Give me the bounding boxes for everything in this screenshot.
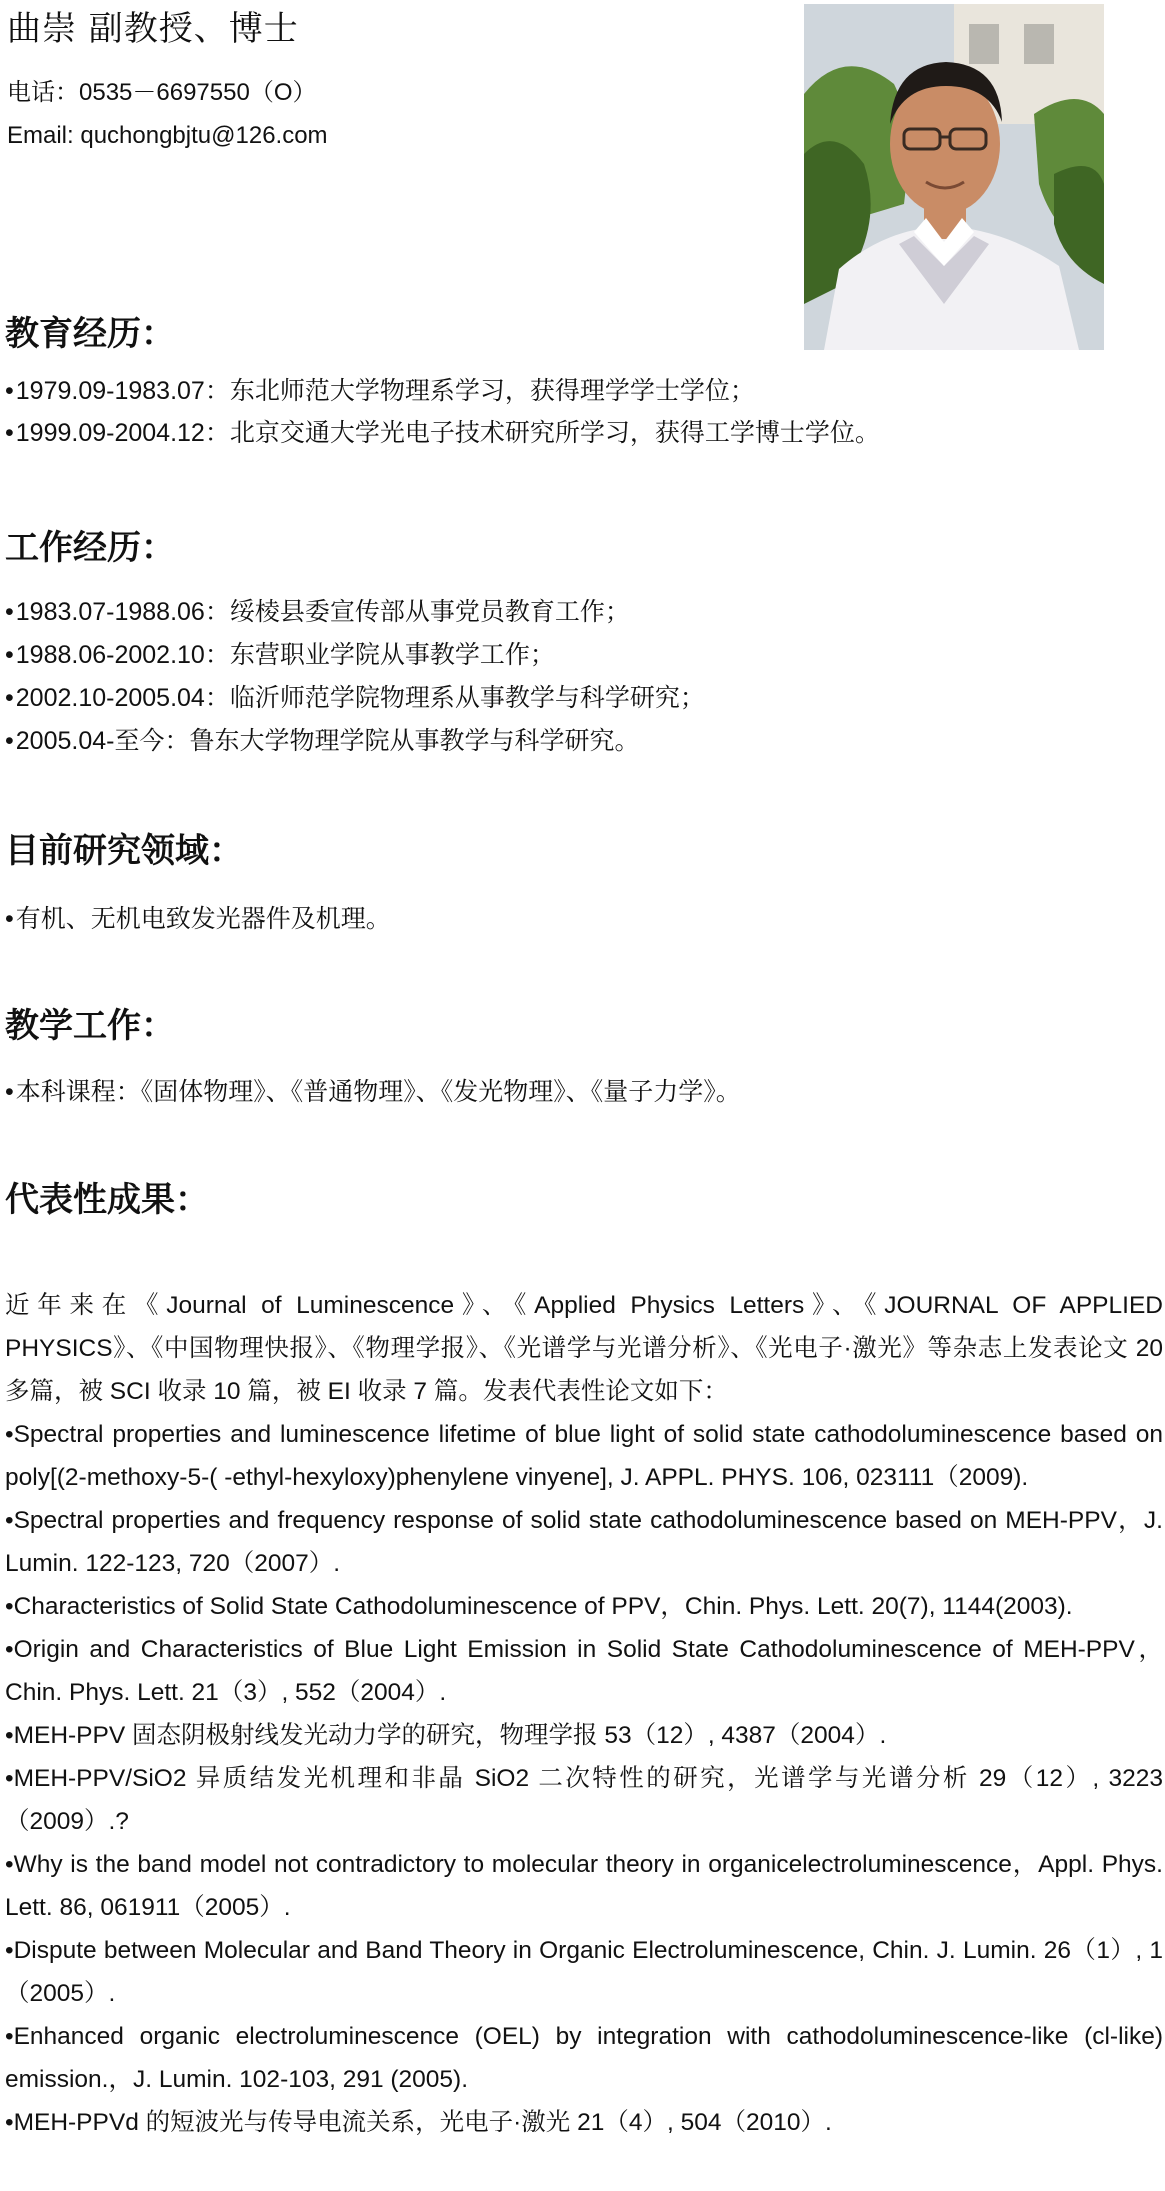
bullet: • xyxy=(5,1765,14,1792)
bullet: • xyxy=(5,419,14,447)
education-item-text: 1979.09-1983.07：东北师范大学物理系学习，获得理学学士学位； xyxy=(15,377,755,405)
bullet: • xyxy=(5,1078,14,1106)
bullet: • xyxy=(5,1851,14,1878)
section-title-work: 工作经历： xyxy=(5,528,175,568)
publication-text: Characteristics of Solid State Cathodoluminescence of PPV，Chin. Phys. Lett. 20(7), 1144(2003). xyxy=(13,1593,1073,1620)
publication-item xyxy=(5,1585,1163,1628)
publication-item xyxy=(5,1413,1163,1499)
bullet: • xyxy=(5,598,14,626)
publication-text: Origin and Characteristics of Blue Light Emission in Solid State Cathodoluminescence of MEH-PPV，Chin. Phys. Lett. 21（3）, 552（2004）. xyxy=(5,1636,1163,1706)
achievements-intro: 近年来在《Journal of Luminescence》、《Applied Physics Letters》、《JOURNAL OF APPLIED PHYSICS》、《中国物理快报》、《物理学报》、《光谱学与光谱分析》、《光电子·激光》等杂志上发表论文 20 多篇，被 SCI 收录 10 篇，被 EI 收录 7 篇。发表代表性论文如下： xyxy=(5,1292,1163,1405)
publication-item xyxy=(5,1843,1163,1929)
bullet: • xyxy=(5,2023,14,2050)
email-line: Email: quchongbjtu@126.com xyxy=(7,122,328,149)
publication-text: Why is the band model not contradictory to molecular theory in organicelectroluminescence，Appl. Phys. Lett. 86, 061911（2005）. xyxy=(5,1851,1163,1921)
publication-item xyxy=(5,2015,1163,2101)
work-item-text: 1988.06-2002.10：东营职业学院从事教学工作； xyxy=(15,641,555,669)
publication-text: MEH-PPV/SiO2 异质结发光机理和非晶 SiO2 二次特性的研究，光谱学与光谱分析 29（12）, 3223（2009）.? xyxy=(5,1765,1163,1835)
publication-text: Spectral properties and frequency response of solid state cathodoluminescence based on MEH-PPV，J. Lumin. 122-123, 720（2007）. xyxy=(5,1507,1163,1577)
education-item xyxy=(5,374,755,408)
bullet: • xyxy=(5,1507,14,1534)
section-title-teaching: 教学工作： xyxy=(5,1006,175,1046)
section-title-achievements: 代表性成果： xyxy=(5,1180,209,1220)
bullet: • xyxy=(5,684,14,712)
education-item-text: 1999.09-2004.12：北京交通大学光电子技术研究所学习，获得工学博士学位。 xyxy=(15,419,880,447)
research-item xyxy=(5,902,391,936)
publication-text: Enhanced organic electroluminescence (OEL) by integration with cathodoluminescence-like (cl-like) emission.，J. Lumin. 102-103, 291 (2005). xyxy=(5,2023,1163,2093)
publication-item xyxy=(5,2101,1163,2144)
bullet: • xyxy=(5,1636,14,1663)
person-photo-icon xyxy=(804,4,1104,350)
publication-item xyxy=(5,1499,1163,1585)
teaching-item xyxy=(5,1075,741,1109)
publication-text: Spectral properties and luminescence lifetime of blue light of solid state cathodoluminescence based on poly[(2-methoxy-5-( -ethyl-hexyloxy)phenylene vinyene], J. APPL. PHYS. 106, 023111（2009). xyxy=(5,1421,1163,1491)
work-item-text: 2005.04-至今：鲁东大学物理学院从事教学与科学研究。 xyxy=(15,727,640,755)
section-title-education: 教育经历： xyxy=(5,314,175,354)
work-item xyxy=(5,724,639,758)
education-item xyxy=(5,416,880,450)
section-title-research: 目前研究领域： xyxy=(5,831,243,871)
bullet: • xyxy=(5,1722,14,1749)
work-item-text: 1983.07-1988.06：绥棱县委宣传部从事党员教育工作； xyxy=(15,598,630,626)
publication-text: MEH-PPVd 的短波光与传导电流关系，光电子·激光 21（4）, 504（2010）. xyxy=(13,2109,832,2136)
research-item-text: 有机、无机电致发光器件及机理。 xyxy=(15,905,391,933)
bullet: • xyxy=(5,727,14,755)
bullet: • xyxy=(5,905,14,933)
bullet: • xyxy=(5,641,14,669)
publication-item xyxy=(5,1929,1163,2015)
work-item xyxy=(5,595,630,629)
publication-item xyxy=(5,1714,1163,1757)
bullet: • xyxy=(5,377,14,405)
publication-item xyxy=(5,1628,1163,1714)
work-item-text: 2002.10-2005.04：临沂师范学院物理系从事教学与科学研究； xyxy=(15,684,705,712)
bullet: • xyxy=(5,1593,14,1620)
teaching-item-text: 本科课程：《固体物理》、《普通物理》、《发光物理》、《量子力学》。 xyxy=(15,1078,741,1106)
bullet: • xyxy=(5,2109,14,2136)
publication-item xyxy=(5,1757,1163,1843)
work-item xyxy=(5,681,705,715)
publication-text: Dispute between Molecular and Band Theory in Organic Electroluminescence, Chin. J. Lumin. 26（1）, 1（2005）. xyxy=(5,1937,1163,2007)
publications xyxy=(5,1284,1163,2144)
bullet: • xyxy=(5,1421,14,1448)
publication-text: MEH-PPV 固态阴极射线发光动力学的研究，物理学报 53（12）, 4387（2004）. xyxy=(13,1722,887,1749)
bullet: • xyxy=(5,1937,14,1964)
work-item xyxy=(5,638,555,672)
phone-line: 电话：0535－6697550（O） xyxy=(7,79,317,106)
name-title: 曲崇 副教授、博士 xyxy=(7,9,299,49)
